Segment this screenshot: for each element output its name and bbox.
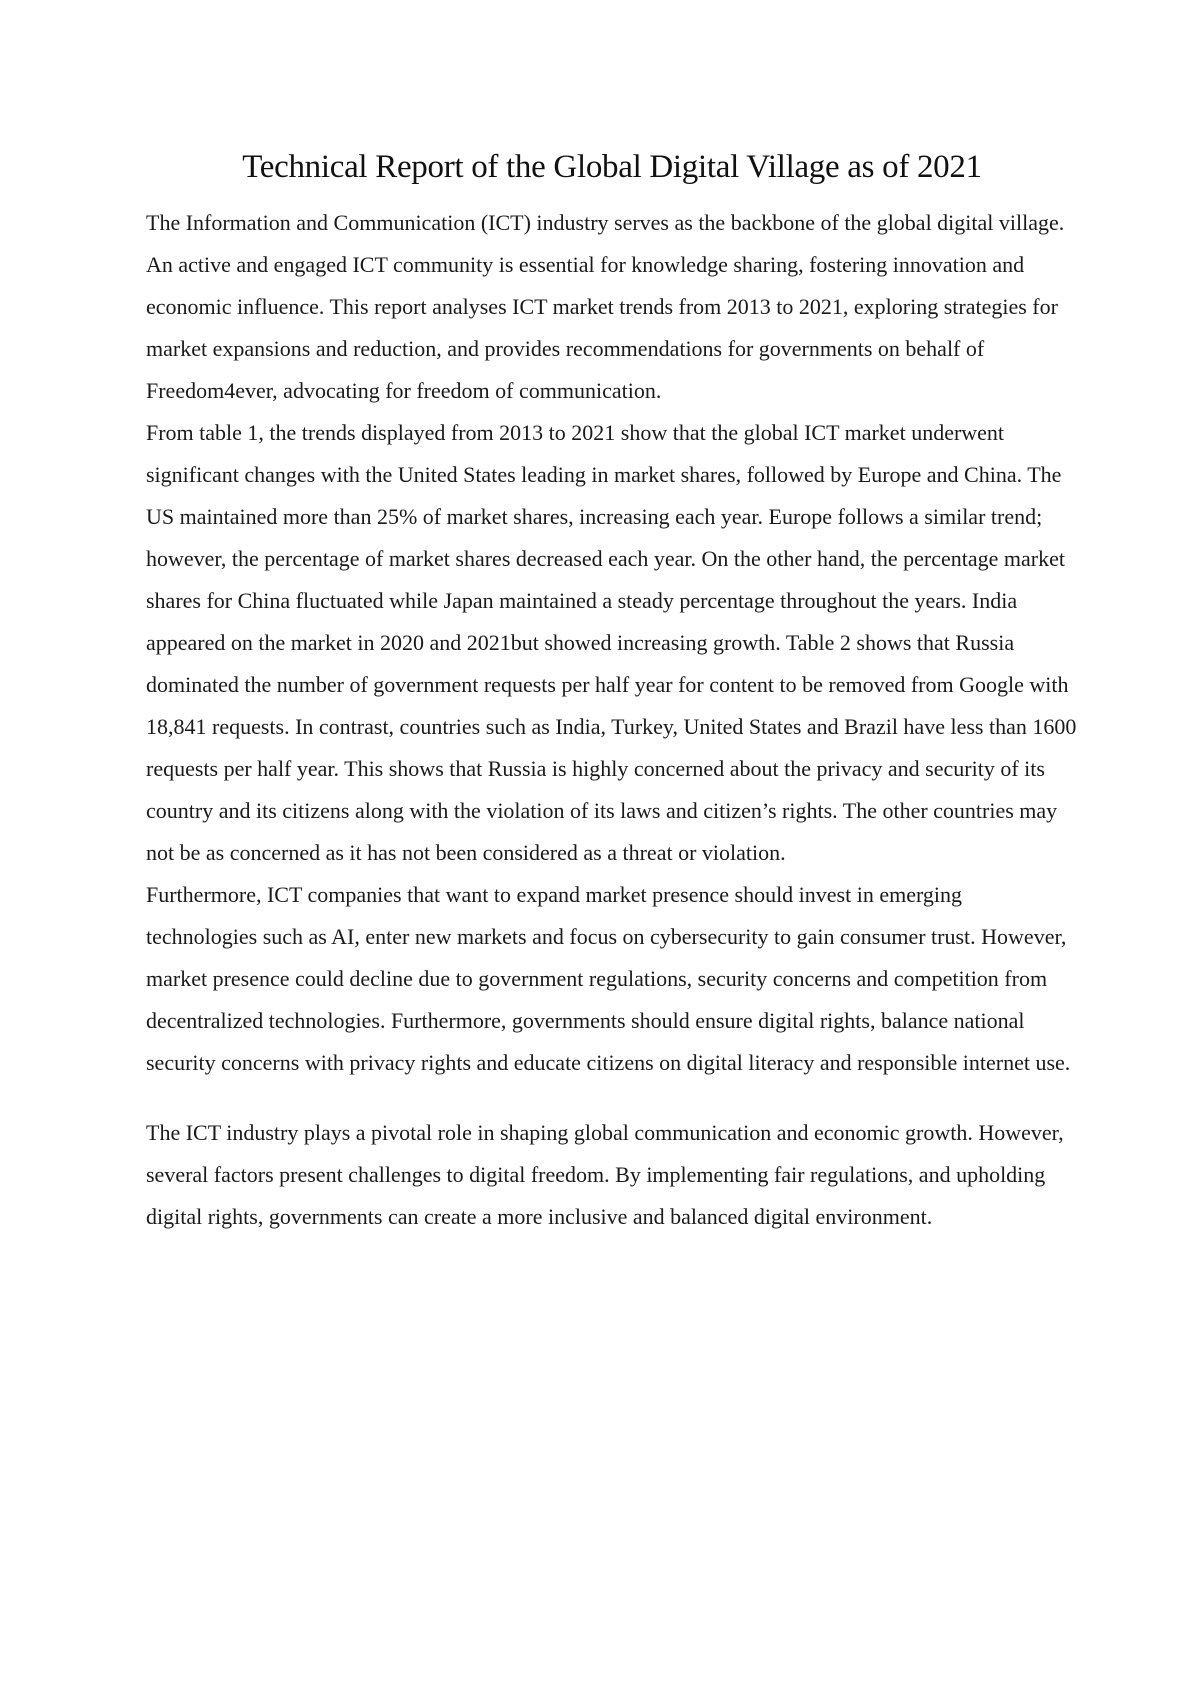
paragraph-introduction: The Information and Communication (ICT) industry serves as the backbone of the global digital village. An active and engaged ICT community is essential for knowledge sharing, fostering innovation and economic influence. This report analyses ICT market trends from 2013 to 2021, exploring strategies for market expansions and reduction, and provides recommendations for governments on behalf of Freedom4ever, advocating for freedom of communication. xyxy=(146,210,1065,403)
document-body xyxy=(146,142,1078,1238)
paragraph-market-trends: From table 1, the trends displayed from 2013 to 2021 show that the global ICT market underwent significant changes with the United States leading in market shares, followed by Europe and China. The US maintained more than 25% of market shares, increasing each year. Europe follows a similar trend; however, the percentage of market shares decreased each year. On the other hand, the percentage market shares for China fluctuated while Japan maintained a steady percentage throughout the years. India appeared on the market in 2020 and 2021but showed increasing growth. Table 2 shows that Russia dominated the number of government requests per half year for content to be removed from Google with 18,841 requests. In contrast, countries such as India, Turkey, United States and Brazil have less than 1600 requests per half year. This shows that Russia is highly concerned about the privacy and security of its country and its citizens along with the violation of its laws and citizen’s rights. The other countries may not be as concerned as it has not been considered as a threat or violation. xyxy=(146,420,1077,865)
paragraph-recommendations: Furthermore, ICT companies that want to expand market presence should invest in emerging technologies such as AI, enter new markets and focus on cybersecurity to gain consumer trust. However, market presence could decline due to government regulations, security concerns and competition from decentralized technologies. Furthermore, governments should ensure digital rights, balance national security concerns with privacy rights and educate citizens on digital literacy and responsible internet use. xyxy=(146,882,1071,1075)
paragraph-conclusion: The ICT industry plays a pivotal role in shaping global communication and economic growth. However, several factors present challenges to digital freedom. By implementing fair regulations, and upholding digital rights, governments can create a more inclusive and balanced digital environment. xyxy=(146,1120,1064,1229)
document-title: Technical Report of the Global Digital Village as of 2021 xyxy=(242,149,982,185)
